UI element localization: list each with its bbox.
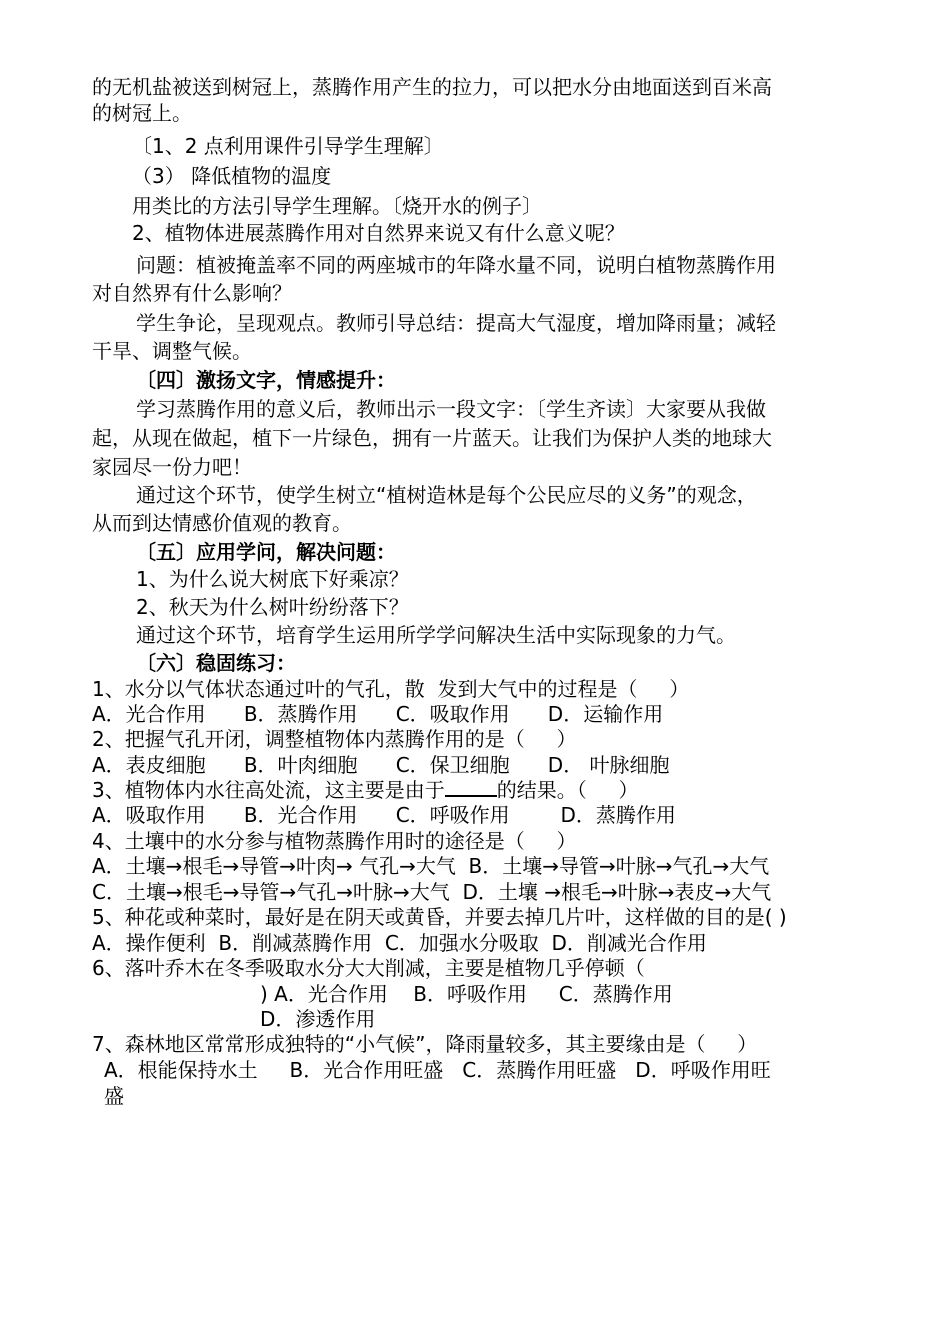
options-line: A．表皮细胞 B．叶肉细胞 C．保卫细胞 D． 叶脉细胞	[92, 753, 670, 777]
answer-blank	[445, 777, 497, 797]
text-line: 2、秋天为什么树叶纷纷落下？	[136, 595, 409, 619]
text-line: 2、植物体进展蒸腾作用对自然界来说又有什么意义呢？	[132, 221, 625, 245]
options-line: D．渗透作用	[260, 1007, 376, 1031]
options-line: C．土壤→根毛→导管→气孔→叶脉→大气 D．土壤 →根毛→叶脉→表皮→大气	[92, 880, 772, 904]
options-line: 盛	[104, 1084, 124, 1108]
options-line: A．操作便利 B．削减蒸腾作用 C．加强水分吸取 D．削减光合作用	[92, 931, 707, 955]
question-line: 6、落叶乔木在冬季吸取水分大大削减，主要是植物几乎停顿（	[92, 956, 645, 980]
text-line: 通过这个环节，使学生树立“植树造林是每个公民应尽的义务”的观念，	[136, 483, 757, 507]
text-line: 从而到达情感价值观的教育。	[92, 511, 352, 535]
section-heading: 〔四〕激扬文字，情感提升：	[136, 368, 396, 392]
text-line: 起，从现在做起，植下一片绿色，拥有一片蓝天。让我们为保护人类的地球大	[92, 426, 772, 450]
text-line: 干旱、调整气候。	[92, 339, 252, 363]
text-line: 学习蒸腾作用的意义后，教师出示一段文字：〔学生齐读〕大家要从我做	[136, 397, 766, 421]
text-line: （3） 降低植物的温度	[132, 164, 332, 188]
text-line: 的无机盐被送到树冠上，蒸腾作用产生的拉力，可以把水分由地面送到百米高	[92, 75, 772, 99]
text-line: 家园尽一份力吧！	[92, 455, 252, 479]
question-line: 1、水分以气体状态通过叶的气孔，散 发到大气中的过程是（ ）	[92, 677, 690, 701]
text-line: 问题：植被掩盖率不同的两座城市的年降水量不同，说明白植物蒸腾作用	[136, 253, 776, 277]
text-line: 用类比的方法引导学生理解。〔烧开水的例子〕	[132, 194, 542, 218]
text-line: 通过这个环节，培育学生运用所学学问解决生活中实际现象的力气。	[136, 623, 736, 647]
options-line: A．吸取作用 B．光合作用 C．呼吸作用 D．蒸腾作用	[92, 803, 676, 827]
options-line: ) A．光合作用 B．呼吸作用 C．蒸腾作用	[260, 982, 673, 1006]
question-line: 7、森林地区常常形成独特的“小气候”，降雨量较多，其主要缘由是（ ）	[92, 1032, 758, 1056]
text-line: 1、为什么说大树底下好乘凉？	[136, 567, 409, 591]
text-line: 的树冠上。	[92, 101, 192, 125]
text-line: 〔1、2 点利用课件引导学生理解〕	[132, 134, 444, 158]
text-line: 对自然界有什么影响？	[92, 281, 292, 305]
question-line: 2、把握气孔开闭，调整植物体内蒸腾作用的是（ ）	[92, 727, 577, 751]
question-line: 5、种花或种菜时，最好是在阴天或黄昏，并要去掉几片叶，这样做的目的是( )	[92, 905, 787, 929]
section-heading: 〔五〕应用学问，解决问题：	[136, 540, 396, 564]
text-line: 学生争论，呈现观点。教师引导总结：提高大气湿度，增加降雨量；减轻	[136, 311, 776, 335]
section-heading: 〔六〕稳固练习：	[136, 651, 296, 675]
question-line	[92, 777, 862, 803]
options-line: A．土壤→根毛→导管→叶肉→ 气孔→大气 B．土壤→导管→叶脉→气孔→大气	[92, 854, 770, 878]
options-line: A．根能保持水土 B．光合作用旺盛 C．蒸腾作用旺盛 D．呼吸作用旺	[104, 1058, 771, 1082]
question-line: 4、土壤中的水分参与植物蒸腾作用时的途径是（ ）	[92, 829, 577, 853]
question-part: 3、植物体内水往高处流，这主要是由于	[92, 778, 445, 802]
options-line: A．光合作用 B．蒸腾作用 C．吸取作用 D．运输作用	[92, 702, 664, 726]
question-part: 的结果。（ ）	[496, 778, 639, 802]
